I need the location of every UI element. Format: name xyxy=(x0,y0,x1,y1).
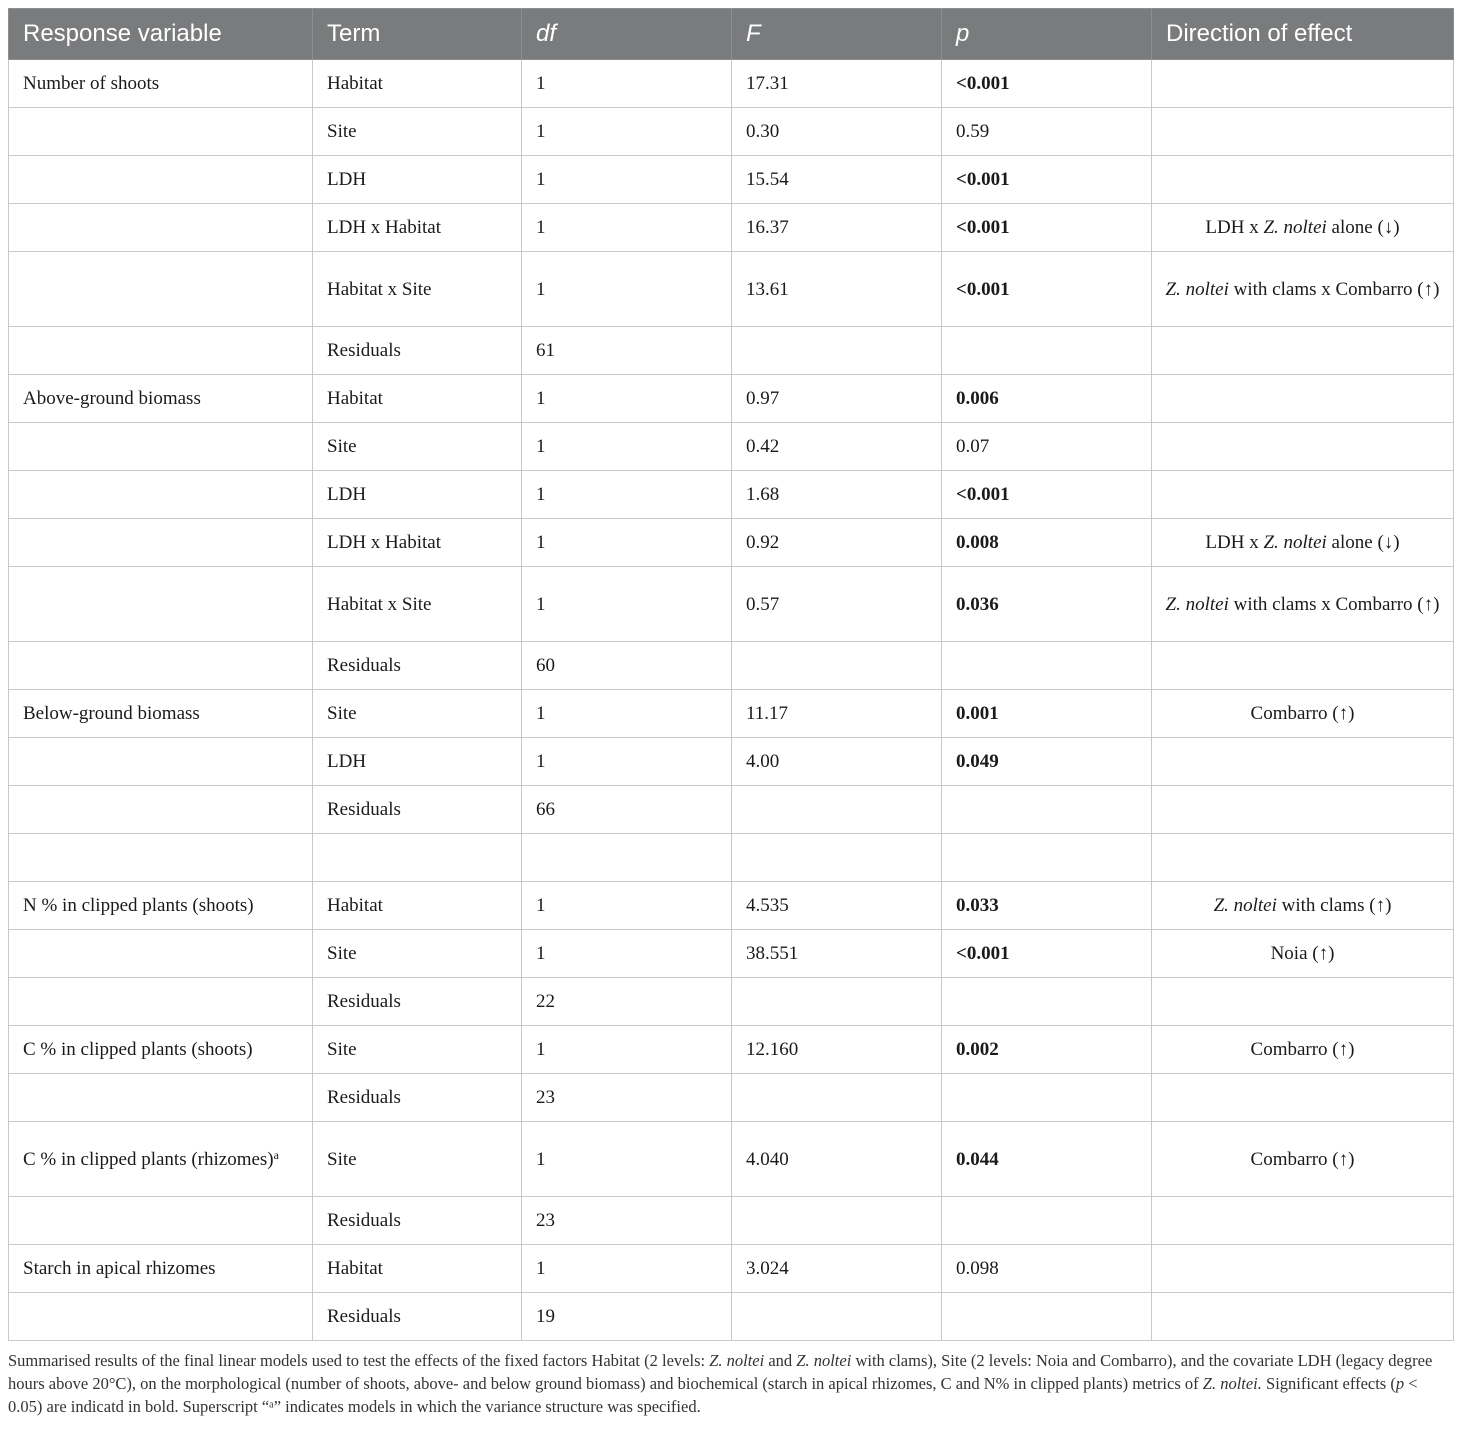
cell-f: 11.17 xyxy=(732,690,942,738)
cell-direction-of-effect xyxy=(1152,882,1454,930)
cell-term: Habitat x Site xyxy=(313,252,522,327)
caption-text: and xyxy=(764,1351,797,1370)
direction-text: LDH x xyxy=(1205,217,1264,238)
species-name: Z. noltei xyxy=(1165,278,1229,300)
table-row xyxy=(9,1245,1454,1293)
header-df: df xyxy=(522,9,732,60)
cell-p: <0.001 xyxy=(942,204,1152,252)
cell-f xyxy=(732,786,942,834)
table-row xyxy=(9,1122,1454,1197)
header-direction-of-effect: Direction of effect xyxy=(1152,9,1454,60)
cell-direction-of-effect xyxy=(1152,108,1454,156)
caption-italic-text: Z. noltei. xyxy=(1202,1374,1262,1393)
cell-f xyxy=(732,642,942,690)
cell-f xyxy=(732,1293,942,1341)
cell-p: 0.049 xyxy=(942,738,1152,786)
cell-p xyxy=(942,1197,1152,1245)
cell-term: Site xyxy=(313,690,522,738)
cell-term: Residuals xyxy=(313,786,522,834)
cell-direction-of-effect xyxy=(1152,375,1454,423)
cell-f xyxy=(732,978,942,1026)
document xyxy=(8,8,1453,1418)
cell-p: <0.001 xyxy=(942,930,1152,978)
cell-term: Site xyxy=(313,108,522,156)
cell-response-variable xyxy=(9,252,313,327)
cell-response-variable xyxy=(9,327,313,375)
cell-p: <0.001 xyxy=(942,252,1152,327)
cell-f: 4.00 xyxy=(732,738,942,786)
cell-df: 1 xyxy=(522,690,732,738)
cell-direction-of-effect xyxy=(1152,1074,1454,1122)
cell-f: 38.551 xyxy=(732,930,942,978)
cell-df: 1 xyxy=(522,882,732,930)
table-row xyxy=(9,642,1454,690)
cell-direction-of-effect xyxy=(1152,471,1454,519)
cell-direction-of-effect xyxy=(1152,327,1454,375)
cell-direction-of-effect xyxy=(1152,423,1454,471)
cell-term: LDH xyxy=(313,738,522,786)
cell-response-variable xyxy=(9,471,313,519)
cell-f: 12.160 xyxy=(732,1026,942,1074)
cell-p xyxy=(942,978,1152,1026)
table-row xyxy=(9,930,1454,978)
cell-response-variable xyxy=(9,519,313,567)
species-name: Z. noltei xyxy=(1263,217,1327,238)
cell-term: Habitat xyxy=(313,375,522,423)
cell-f: 0.97 xyxy=(732,375,942,423)
cell-f: 3.024 xyxy=(732,1245,942,1293)
cell-p xyxy=(942,642,1152,690)
table-row xyxy=(9,978,1454,1026)
caption-italic-text: Z. noltei xyxy=(796,1351,852,1370)
cell-direction-of-effect xyxy=(1152,567,1454,642)
cell-p xyxy=(942,327,1152,375)
cell-p: 0.044 xyxy=(942,1122,1152,1197)
table-row xyxy=(9,60,1454,108)
cell-df: 1 xyxy=(522,375,732,423)
cell-direction-of-effect: Combarro (↑) xyxy=(1152,690,1454,738)
cell-direction-of-effect xyxy=(1152,978,1454,1026)
cell-response-variable xyxy=(9,1074,313,1122)
cell-term: Residuals xyxy=(313,978,522,1026)
direction-text: with clams x Combarro (↑) xyxy=(1228,278,1440,300)
cell-df: 1 xyxy=(522,930,732,978)
cell-direction-of-effect xyxy=(1152,252,1454,327)
table-row xyxy=(9,1074,1454,1122)
species-name: Z. noltei xyxy=(1165,593,1229,615)
header-p: p xyxy=(942,9,1152,60)
cell-df: 1 xyxy=(522,471,732,519)
cell-df: 1 xyxy=(522,423,732,471)
cell-f: 16.37 xyxy=(732,204,942,252)
table-body xyxy=(9,60,1454,1341)
cell-direction-of-effect xyxy=(1152,60,1454,108)
header-response-variable: Response variable xyxy=(9,9,313,60)
cell-term xyxy=(313,834,522,882)
cell-term: Site xyxy=(313,1122,522,1197)
cell-response-variable xyxy=(9,567,313,642)
cell-f: 15.54 xyxy=(732,156,942,204)
cell-direction-of-effect xyxy=(1152,1293,1454,1341)
header-term: Term xyxy=(313,9,522,60)
table-row xyxy=(9,375,1454,423)
table-row xyxy=(9,423,1454,471)
cell-response-variable xyxy=(9,156,313,204)
cell-p xyxy=(942,834,1152,882)
table-row xyxy=(9,567,1454,642)
cell-direction-of-effect xyxy=(1152,642,1454,690)
cell-df: 60 xyxy=(522,642,732,690)
cell-response-variable xyxy=(9,930,313,978)
cell-term: LDH x Habitat xyxy=(313,204,522,252)
caption-italic-text: p xyxy=(1395,1374,1405,1393)
cell-f xyxy=(732,1197,942,1245)
cell-direction-of-effect xyxy=(1152,1245,1454,1293)
cell-p: 0.033 xyxy=(942,882,1152,930)
cell-p: 0.036 xyxy=(942,567,1152,642)
cell-df: 1 xyxy=(522,204,732,252)
cell-response-variable: Above-ground biomass xyxy=(9,375,313,423)
cell-p: 0.59 xyxy=(942,108,1152,156)
cell-df: 1 xyxy=(522,1026,732,1074)
cell-response-variable: Number of shoots xyxy=(9,60,313,108)
table-row xyxy=(9,471,1454,519)
cell-response-variable xyxy=(9,978,313,1026)
species-name: Z. noltei xyxy=(1213,895,1277,916)
table-row xyxy=(9,1026,1454,1074)
table-row xyxy=(9,1197,1454,1245)
direction-text: alone (↓) xyxy=(1326,532,1400,553)
cell-direction-of-effect xyxy=(1152,1197,1454,1245)
table-row xyxy=(9,327,1454,375)
cell-term: Residuals xyxy=(313,1074,522,1122)
cell-f: 13.61 xyxy=(732,252,942,327)
cell-response-variable xyxy=(9,786,313,834)
direction-text: with clams (↑) xyxy=(1276,895,1392,916)
cell-p: <0.001 xyxy=(942,60,1152,108)
cell-term: Site xyxy=(313,1026,522,1074)
cell-direction-of-effect: Combarro (↑) xyxy=(1152,1026,1454,1074)
caption-italic-text: Z. noltei xyxy=(709,1351,765,1370)
cell-df: 1 xyxy=(522,1122,732,1197)
cell-df: 1 xyxy=(522,738,732,786)
cell-response-variable xyxy=(9,642,313,690)
caption-text: Significant effects ( xyxy=(1261,1374,1396,1393)
cell-f xyxy=(732,1074,942,1122)
table-row xyxy=(9,519,1454,567)
cell-p: 0.008 xyxy=(942,519,1152,567)
cell-term: Site xyxy=(313,930,522,978)
cell-p xyxy=(942,1074,1152,1122)
direction-text: LDH x xyxy=(1205,532,1264,553)
cell-p: 0.006 xyxy=(942,375,1152,423)
direction-text: alone (↓) xyxy=(1326,217,1400,238)
cell-p: 0.07 xyxy=(942,423,1152,471)
cell-f: 4.535 xyxy=(732,882,942,930)
cell-f: 1.68 xyxy=(732,471,942,519)
cell-df: 23 xyxy=(522,1074,732,1122)
cell-direction-of-effect xyxy=(1152,519,1454,567)
table-row xyxy=(9,156,1454,204)
cell-term: Residuals xyxy=(313,642,522,690)
cell-direction-of-effect: Noia (↑) xyxy=(1152,930,1454,978)
cell-response-variable: Below-ground biomass xyxy=(9,690,313,738)
cell-term: LDH xyxy=(313,156,522,204)
direction-text: with clams x Combarro (↑) xyxy=(1228,593,1440,615)
cell-term: LDH xyxy=(313,471,522,519)
cell-term: Habitat xyxy=(313,882,522,930)
cell-response-variable xyxy=(9,738,313,786)
cell-df: 1 xyxy=(522,108,732,156)
caption-text: with clams), Site (2 levels: Noia and Combarro), and the covariate LDH (legacy degree hours above 20°C), on the morphological (number of shoots, above- and below ground biomass) and biochemical (starch in apical rhizomes, C and N% in clipped plants) metrics of xyxy=(8,1351,1433,1393)
cell-term: Residuals xyxy=(313,1197,522,1245)
header-f: F xyxy=(732,9,942,60)
caption-text: < 0.05) are indicatd in bold. Superscript “ᵃ” indicates models in which the variance structure was specified. xyxy=(8,1374,1418,1416)
cell-response-variable: Starch in apical rhizomes xyxy=(9,1245,313,1293)
cell-p: <0.001 xyxy=(942,156,1152,204)
cell-p: <0.001 xyxy=(942,471,1152,519)
cell-term: Habitat xyxy=(313,1245,522,1293)
cell-f xyxy=(732,834,942,882)
cell-df: 61 xyxy=(522,327,732,375)
cell-p xyxy=(942,1293,1152,1341)
table-row xyxy=(9,882,1454,930)
cell-df: 1 xyxy=(522,60,732,108)
table-caption xyxy=(8,1349,1453,1418)
cell-response-variable xyxy=(9,108,313,156)
cell-direction-of-effect: Combarro (↑) xyxy=(1152,1122,1454,1197)
cell-term: Habitat xyxy=(313,60,522,108)
table-row xyxy=(9,690,1454,738)
superscript-marker: a xyxy=(273,1147,279,1162)
table-row xyxy=(9,252,1454,327)
cell-direction-of-effect xyxy=(1152,834,1454,882)
cell-term: Residuals xyxy=(313,327,522,375)
cell-df: 23 xyxy=(522,1197,732,1245)
cell-response-variable xyxy=(9,834,313,882)
cell-response-variable xyxy=(9,423,313,471)
table-header-row xyxy=(9,9,1454,60)
cell-direction-of-effect xyxy=(1152,738,1454,786)
cell-f xyxy=(732,327,942,375)
table-row xyxy=(9,834,1454,882)
table-row xyxy=(9,204,1454,252)
cell-df: 1 xyxy=(522,567,732,642)
cell-f: 0.30 xyxy=(732,108,942,156)
cell-response-variable: N % in clipped plants (shoots) xyxy=(9,882,313,930)
cell-p: 0.098 xyxy=(942,1245,1152,1293)
cell-direction-of-effect xyxy=(1152,156,1454,204)
cell-direction-of-effect xyxy=(1152,204,1454,252)
cell-p: 0.001 xyxy=(942,690,1152,738)
species-name: Z. noltei xyxy=(1263,532,1327,553)
cell-response-variable xyxy=(9,1197,313,1245)
cell-response-variable: C % in clipped plants (shoots) xyxy=(9,1026,313,1074)
table-row xyxy=(9,1293,1454,1341)
anova-results-table xyxy=(8,8,1454,1341)
table-row xyxy=(9,108,1454,156)
cell-direction-of-effect xyxy=(1152,786,1454,834)
cell-term: LDH x Habitat xyxy=(313,519,522,567)
cell-term: Habitat x Site xyxy=(313,567,522,642)
cell-response-variable: C % in clipped plants (rhizomes)$^a$ xyxy=(9,1122,313,1197)
caption-text: Summarised results of the final linear models used to test the effects of the fixed factors Habitat (2 levels: xyxy=(8,1351,710,1370)
cell-p: 0.002 xyxy=(942,1026,1152,1074)
cell-df: 66 xyxy=(522,786,732,834)
cell-response-variable xyxy=(9,1293,313,1341)
cell-df: 1 xyxy=(522,519,732,567)
cell-df: 1 xyxy=(522,252,732,327)
table-row xyxy=(9,738,1454,786)
cell-f: 17.31 xyxy=(732,60,942,108)
cell-f: 0.57 xyxy=(732,567,942,642)
cell-f: 4.040 xyxy=(732,1122,942,1197)
cell-f: 0.42 xyxy=(732,423,942,471)
cell-term: Site xyxy=(313,423,522,471)
cell-term: Residuals xyxy=(313,1293,522,1341)
cell-df: 19 xyxy=(522,1293,732,1341)
cell-response-variable xyxy=(9,204,313,252)
cell-df xyxy=(522,834,732,882)
table-row xyxy=(9,786,1454,834)
cell-df: 22 xyxy=(522,978,732,1026)
cell-p xyxy=(942,786,1152,834)
cell-df: 1 xyxy=(522,156,732,204)
cell-df: 1 xyxy=(522,1245,732,1293)
cell-f: 0.92 xyxy=(732,519,942,567)
